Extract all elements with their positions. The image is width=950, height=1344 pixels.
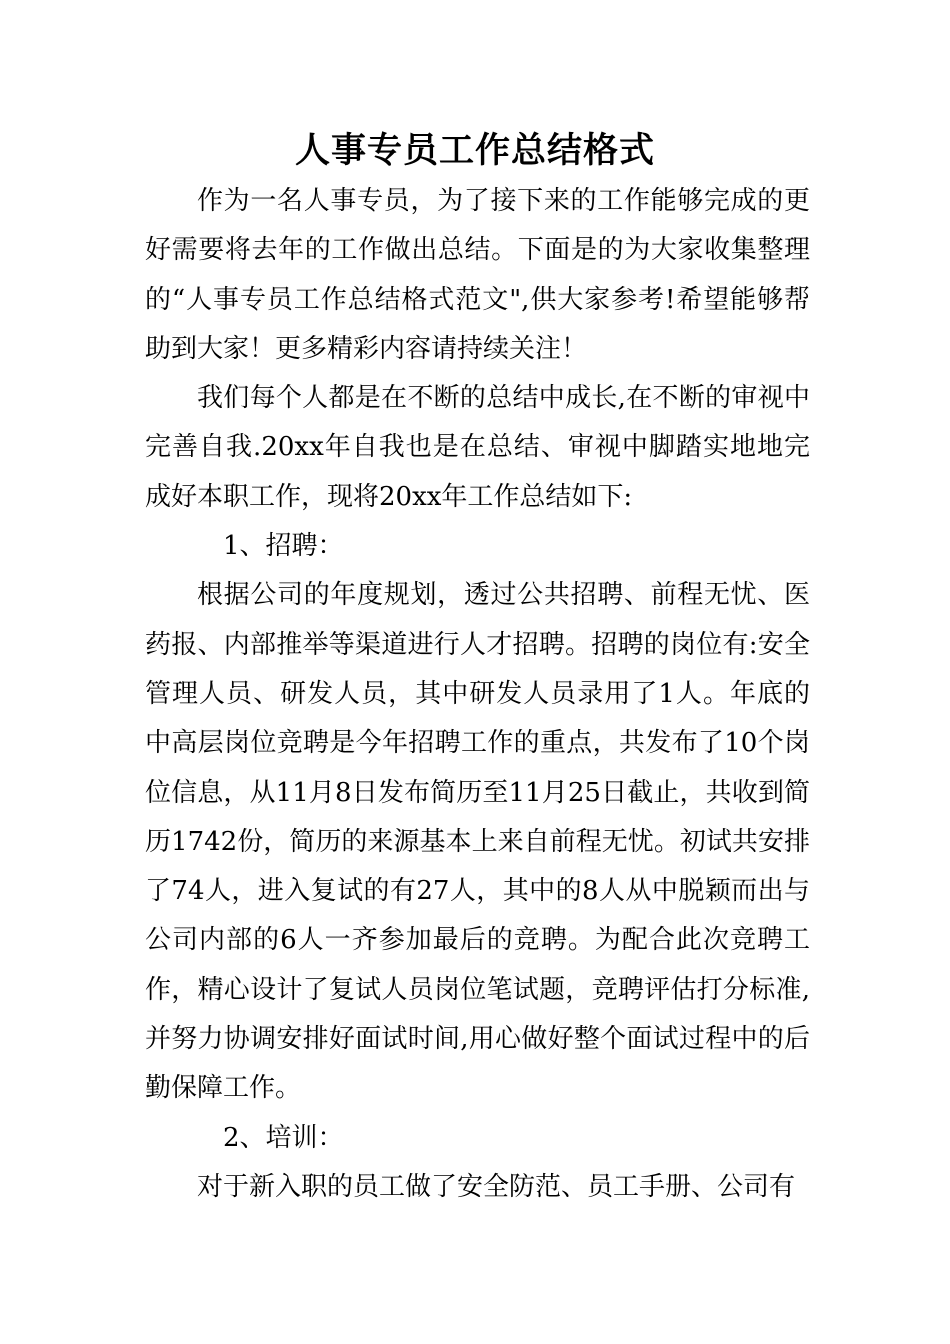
section-heading-recruitment: 1、招聘： — [223, 531, 344, 562]
section-heading-training: 2、培训： — [223, 1122, 344, 1153]
document-title: 人事专员工作总结格式 — [294, 130, 655, 171]
paragraph-recruitment: 根据公司的年度规划，透过公共招聘、前程无忧、医药报、内部推举等渠道进行人才招聘。招聘的岗位有:安全管理人员、研发人员，其中研发人员录用了1人。年底的中高层岗位竞聘是今年招聘工作的重点，共发布了10个岗位信息，从11月8日发布简历至11月25日截止，共收到简历1742份，简历的来源基本上来自前程无忧。初试共安排了74人，进入复试的有27人，其中的8人从中脱颖而出与公司内部的6人一齐参加最后的竞聘。为配合此次竞聘工作，精心设计了复试人员岗位笔试题，竞聘评估打分标准,并努力协调安排好面试时间,用心做好整个面试过程中的后勤保障工作。 — [145, 580, 810, 1104]
paragraph-intro: 作为一名人事专员，为了接下来的工作能够完成的更好需要将去年的工作做出总结。下面是的为大家收集整理的“人事专员工作总结格式范文",供大家参考!希望能够帮助到大家！更多精彩内容请持续关注！ — [145, 186, 810, 364]
paragraph-overview: 我们每个人都是在不断的总结中成长,在不断的审视中完善自我.20xx年自我也是在总结、审视中脚踏实地地完成好本职工作，现将20xx年工作总结如下: — [145, 383, 810, 512]
paragraph-training: 对于新入职的员工做了安全防范、员工手册、公司有 — [197, 1171, 796, 1202]
document-body — [145, 177, 810, 1212]
